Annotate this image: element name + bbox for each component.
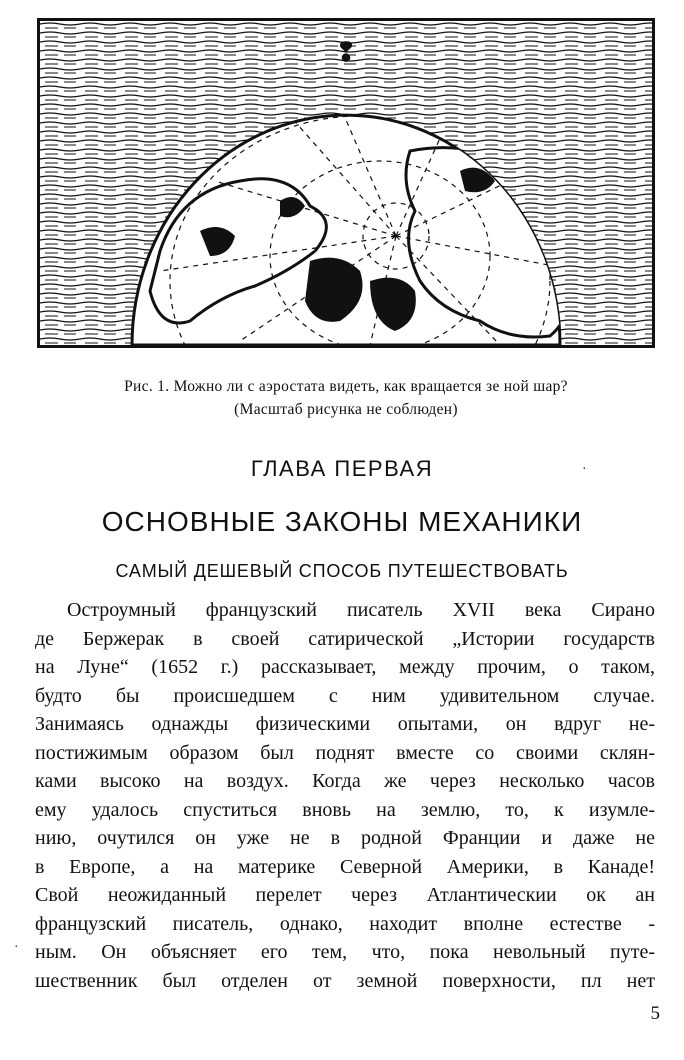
globe-drawing (40, 21, 652, 345)
figure-caption (40, 375, 652, 421)
body-line: де Бержерак в своей сатирической „Истории государств (35, 627, 655, 650)
stray-dot: · (582, 462, 587, 477)
body-line: в Европе, а на материке Северной Америки, в Канаде! (35, 855, 655, 878)
body-line: постижимым образом был поднят вместе со своими склян- (35, 741, 655, 764)
chapter-title: ОСНОВНЫЕ ЗАКОНЫ МЕХАНИКИ (101, 506, 583, 537)
body-line: ным. Он объясняет его тем, что, пока невольный путе- (35, 941, 655, 963)
body-line: Свой неожиданный перелет через Атлантическии ок ан (35, 884, 655, 906)
body-line: французский писатель, однако, находит вполне естестве - (35, 912, 655, 935)
body-line: Остроумный французский писатель XVII века Сирано (67, 599, 655, 621)
globe-illustration (37, 18, 655, 348)
section-title: САМЫЙ ДЕШЕВЫЙ СПОСОБ ПУТЕШЕСТВОВАТЬ (115, 561, 569, 581)
body-line: Занимаясь однажды физическими опытами, он вдруг не- (35, 713, 655, 735)
page-number: 5 (650, 1003, 660, 1024)
body-paragraph (35, 596, 655, 995)
body-line: ками высоко на воздух. Когда же через несколько часов (35, 770, 655, 792)
chapter-heading: ГЛАВА ПЕРВАЯ (250, 456, 434, 481)
body-line: на Луне“ (1652 г.) рассказывает, между прочим, о таком, (35, 656, 655, 678)
body-line: ему удалось спуститься вновь на землю, то, к изумле- (35, 798, 655, 821)
caption-line-2: (Масштаб рисунка не соблюден) (234, 401, 458, 418)
stray-dot: · (14, 940, 19, 955)
body-line: шественник был отделен от земной поверхности, пл нет (35, 969, 655, 992)
caption-line-1: Рис. 1. Можно ли с аэростата видеть, как вращается зе ной шар? (124, 378, 568, 395)
body-line: нию, очутился он уже не в родной Франции и даже не (35, 827, 655, 849)
balloon-mark: ❢ (335, 38, 357, 67)
body-line: будто бы происшедшем с ним удивительном случае. (35, 684, 655, 707)
